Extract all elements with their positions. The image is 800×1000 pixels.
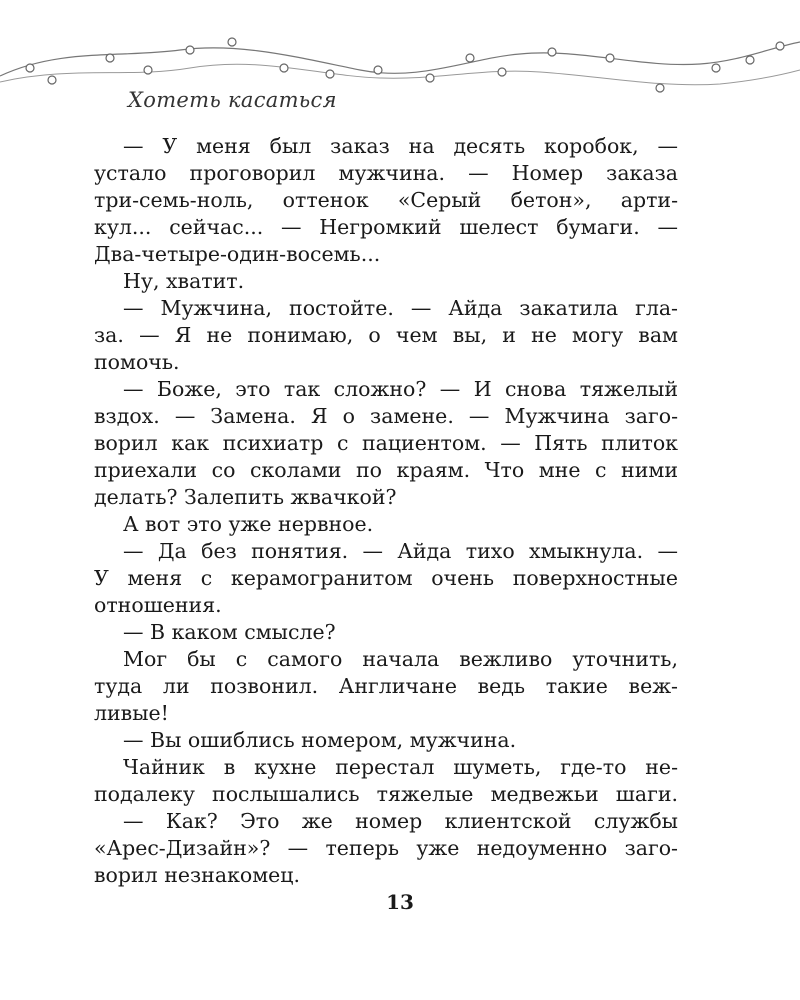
text-line: туда ли позвонил. Англичане ведь такие веж- (94, 674, 678, 698)
running-head: Хотеть касаться (128, 88, 337, 112)
page-number: 13 (386, 890, 414, 914)
text-line: — Как? Это же номер клиентской службы (123, 809, 678, 833)
text-line: вздох. — Замена. Я о замене. — Мужчина заго- (94, 404, 678, 428)
text-line: делать? Залепить жвачкой? (94, 485, 397, 509)
text-line: ливые! (94, 701, 169, 725)
text-line: — В каком смысле? (123, 620, 336, 644)
text-line: А вот это уже нервное. (123, 512, 374, 536)
text-line: Мог бы с самого начала вежливо уточнить, (123, 647, 678, 671)
text-line: за. — Я не понимаю, о чем вы, и не могу вам (94, 323, 678, 347)
header-ornament (0, 28, 800, 108)
text-line: ворил как психиатр с пациентом. — Пять плиток (94, 431, 678, 455)
body-text (94, 133, 678, 889)
text-line: отношения. (94, 593, 222, 617)
text-line: устало проговорил мужчина. — Номер заказа (94, 161, 678, 185)
text-line: три-семь-ноль, оттенок «Серый бетон», арти- (94, 188, 678, 212)
text-line: приехали со сколами по краям. Что мне с ними (94, 458, 678, 482)
text-line: — Вы ошиблись номером, мужчина. (123, 728, 517, 752)
text-line: Ну, хватит. (123, 269, 245, 293)
text-line: Два-четыре-один-восемь... (94, 242, 381, 266)
text-line: Чайник в кухне перестал шуметь, где-то не- (123, 755, 678, 779)
text-line: кул... сейчас... — Негромкий шелест бумаги. — (94, 215, 678, 239)
text-line: — У меня был заказ на десять коробок, — (123, 134, 678, 158)
text-line: — Боже, это так сложно? — И снова тяжелый (123, 377, 678, 401)
text-line: — Мужчина, постойте. — Айда закатила гла- (123, 296, 678, 320)
text-line: «Арес-Дизайн»? — теперь уже недоуменно заго- (94, 836, 678, 860)
text-line: У меня с керамогранитом очень поверхностные (94, 566, 678, 590)
text-line: — Да без понятия. — Айда тихо хмыкнула. — (123, 539, 678, 563)
text-line: помочь. (94, 350, 180, 374)
text-line: ворил незнакомец. (94, 863, 301, 887)
text-line: подалеку послышались тяжелые медвежьи шаги. (94, 782, 678, 806)
